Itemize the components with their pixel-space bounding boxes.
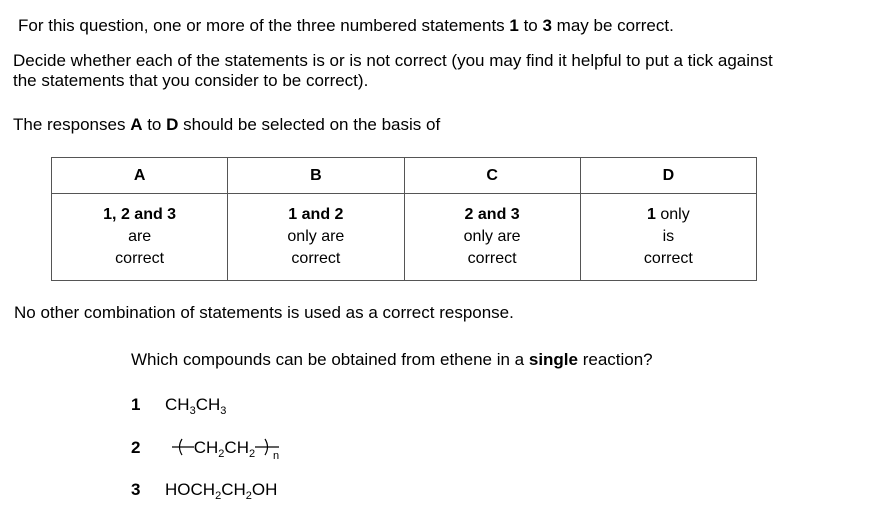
intro-line-1: For this question, one or more of the three numbered statements 1 to 3 may be correct. [18,16,674,35]
cell-d: 1 only is correct [580,194,756,281]
response-table [51,157,757,281]
option-2: 2 $CH_2CH_2$ n [131,438,280,462]
polymer-formula: $CH_2CH_2$ n [170,437,281,458]
header-b: B [228,158,404,194]
question-text: Which compounds can be obtained from ethene in a single reaction? [131,350,653,369]
header-a: A [52,158,228,194]
intro-line-2: Decide whether each of the statements is or is not correct (you may find it helpful to put a tick against [13,51,773,70]
note-text: No other combination of statements is used as a correct response. [14,303,514,322]
cell-a: 1, 2 and 3 are correct [52,194,228,281]
header-d: D [580,158,756,194]
option-3: 3 $HOCH_2CH_2OH$ [131,480,278,502]
cell-b: 1 and 2 only are correct [228,194,404,281]
intro-line-3: the statements that you consider to be correct). [13,71,369,90]
cell-c: 2 and 3 only are correct [404,194,580,281]
intro-line-4: The responses A to D should be selected on the basis of [13,115,441,134]
polymer-bond-left [170,437,194,457]
option-1: 1 $CH_3CH_3$ [131,395,227,417]
header-c: C [404,158,580,194]
